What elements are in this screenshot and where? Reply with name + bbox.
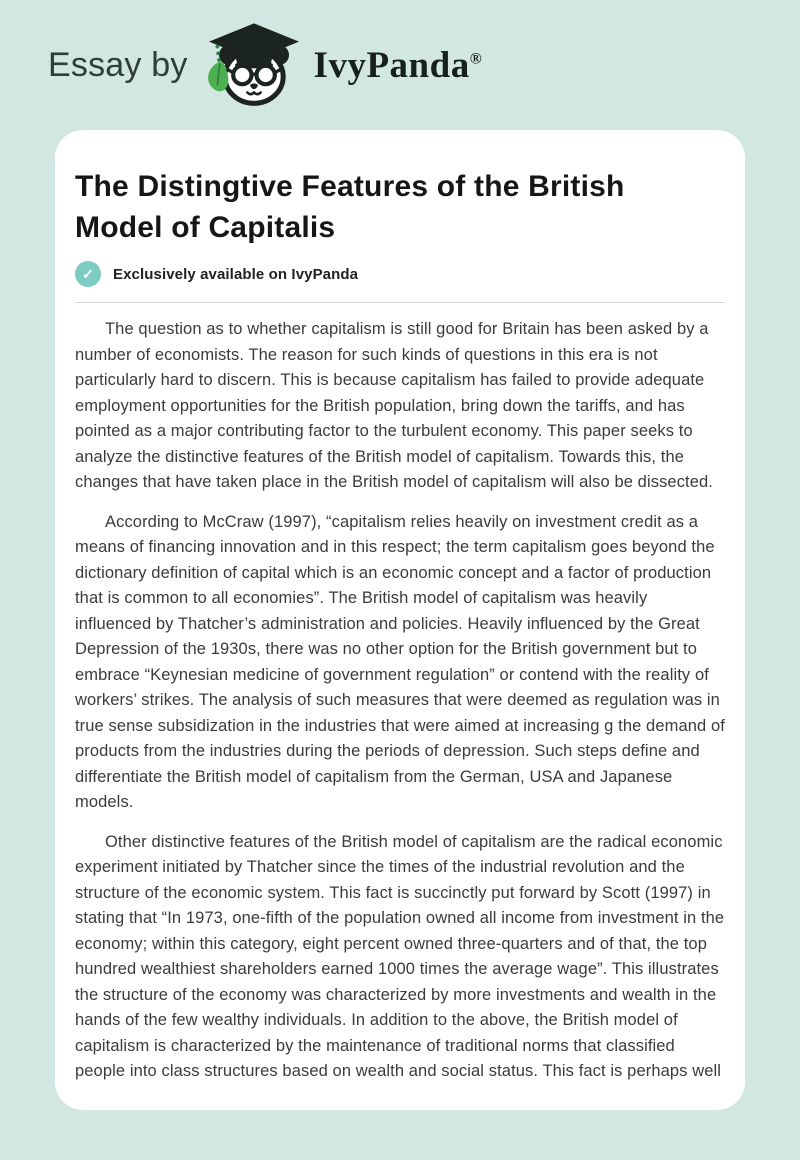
essay-by-label: Essay by [48, 45, 188, 84]
brand-name [314, 44, 483, 87]
essay-body [75, 317, 725, 1085]
header [0, 0, 800, 130]
paragraph-3: Other distinctive features of the British model of capitalism are the radical economic experiment initiated by Thatcher since the times of the industrial revolution and the structure of the economic system. This fact is succinctly put forward by Scott (1997) in stating that “In 1973, one-fifth of the population owned all income from investment in the economy; within this category, eight percent owned three-quarters and of that, the top hundred wealthiest shareholders earned 1000 times the average wage”. This illustrates the structure of the economy was characterized by more investments and wealth in the hands of the few wealthy individuals. In addition to the above, the British model of capitalism is characterized by the maintenance of traditional norms that classified people into class structures based on wealth and social status. This fact is perhaps well [75, 832, 725, 1080]
registered-trademark: ® [469, 50, 483, 68]
essay-title: The Distingtive Features of the British Model of Capitalis [75, 170, 625, 244]
brand-text: IvyPanda [313, 44, 470, 86]
exclusive-badge-label: Exclusively available on IvyPanda [113, 265, 359, 283]
exclusive-badge [75, 261, 725, 287]
panda-graduate-logo-icon [204, 21, 304, 109]
paragraph-1: The question as to whether capitalism is still good for Britain has been asked by a number of economists. The reason for such kinds of questions in this era is not particularly hard to discern. This is because capitalism has failed to provide adequate employment opportunities for the British population, bring down the tariffs, and has pointed as a major contributing factor to the turbulent economy. This paper seeks to analyze the distinctive features of the British model of capitalism. Towards this, the changes that have taken place in the British model of capitalism will also be dissected. [75, 320, 713, 491]
divider [75, 302, 725, 303]
check-icon: ✓ [75, 261, 101, 287]
essay-card [55, 130, 745, 1110]
paragraph-2: According to McCraw (1997), “capitalism relies heavily on investment credit as a means of financing innovation and in this respect; the term capitalism goes beyond the dictionary definition of capital which is an economic concept and a factor of production that is common to all economies”. The British model of capitalism was heavily influenced by Thatcher’s administration and policies. Heavily influenced by the Great Depression of the 1930s, there was no other option for the British government but to embrace “Keynesian medicine of government regulation” or contend with the reality of workers’ strikes. The analysis of such measures that were deemed as regulation was in true sense subsidization in the industries that were aimed at increasing g the demand of products from the industries during the periods of depression. Such steps define and differentiate the British model of capitalism from the German, USA and Japanese models. [75, 512, 725, 811]
